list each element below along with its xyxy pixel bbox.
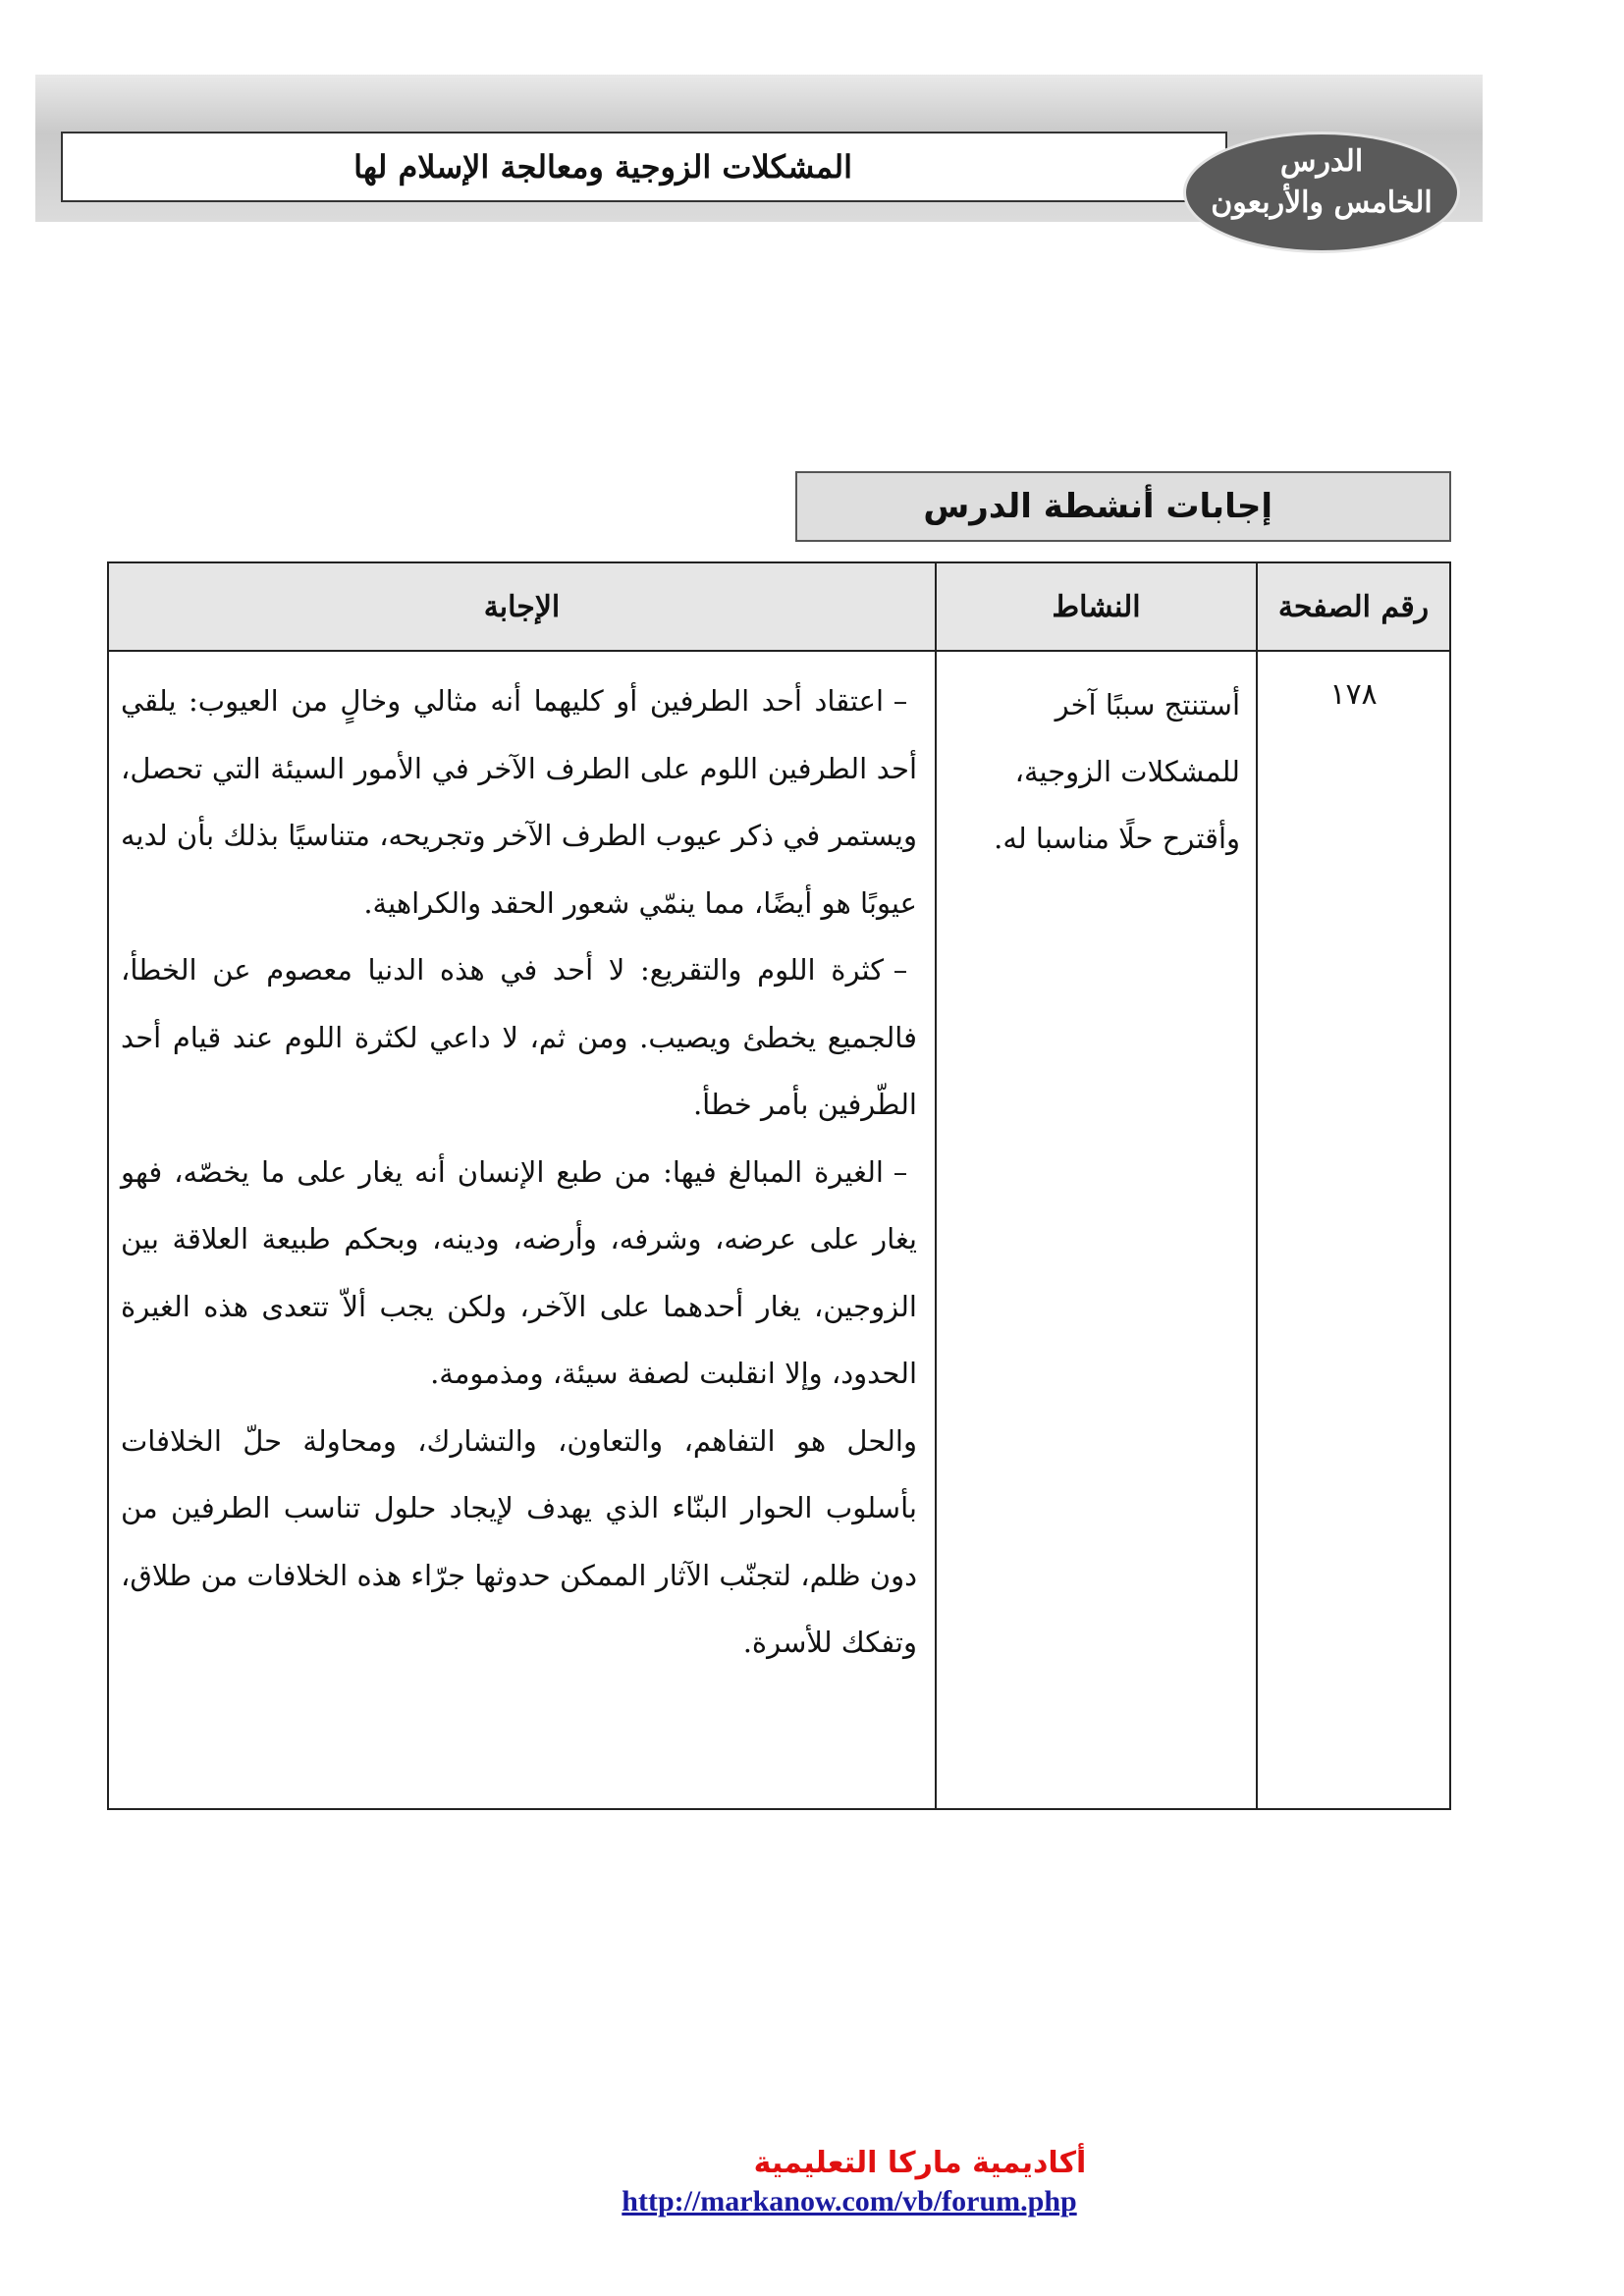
lesson-title: المشكلات الزوجية ومعالجة الإسلام لها [61, 132, 1227, 202]
header-activity: النشاط [936, 562, 1257, 651]
footer-forum-link[interactable]: http://markanow.com/vb/forum.php [622, 2185, 1077, 2217]
badge-label: الدرس [1279, 144, 1364, 179]
table-row [108, 651, 1450, 1809]
lesson-number-badge [1183, 132, 1460, 253]
answer-cell [108, 651, 936, 1809]
answers-table [107, 561, 1451, 1810]
answer-bullet-text: الغيرة المبالغ فيها: من طبع الإنسان أنه يغار على ما يخصّه، فهو يغار على عرضه، وشرفه، وأرضه، ودينه، وبحكم طبيعة العلاقة بين الزوجين، يغار أحدهما على الآخر، ولكن يجب ألاّ تتعدى هذه الغيرة الحدود، وإلا انقلبت لصفة سيئة، ومذمومة. [121, 1154, 917, 1390]
footer-academy-name: أكاديمية ماركا التعليمية [753, 2146, 1087, 2180]
bullet-marker: – [893, 1154, 908, 1189]
answer-bullet [121, 667, 917, 936]
solution-text: والحل هو التفاهم، والتعاون، والتشارك، ومحاولة حلّ الخلافات بأسلوب الحوار البنّاء الذي يهدف لإيجاد حلول تناسب الطرفين من دون ظلم، لتجنّب الآثار الممكن حدوثها جرّاء هذه الخلافات من طلاق، وتفكك للأسرة. [121, 1423, 917, 1659]
page-number-cell: ١٧٨ [1257, 651, 1450, 1809]
bullet-marker: – [893, 684, 908, 718]
header-answer: الإجابة [108, 562, 936, 651]
table-header-row [108, 562, 1450, 651]
badge-number: الخامس والأربعون [1211, 186, 1433, 220]
answer-bullet-text: اعتقاد أحد الطرفين أو كليهما أنه مثالي وخالٍ من العيوب: يلقي أحد الطرفين اللوم على الطرف الآخر في الأمور السيئة التي تحصل، ويستمر في ذكر عيوب الطرف الآخر وتجريحه، متناسيًا بذلك بأن لديه عيوبًا هو أيضًا، مما ينمّي شعور الحقد والكراهية. [121, 684, 917, 920]
section-title: إجابات أنشطة الدرس [795, 471, 1451, 542]
activity-cell: أستنتج سببًا آخر للمشكلات الزوجية، وأقترح حلًا مناسبا له. [936, 651, 1257, 1809]
header-page-number: رقم الصفحة [1257, 562, 1450, 651]
answer-bullet [121, 936, 917, 1139]
answer-bullet [121, 1139, 917, 1408]
bullet-marker: – [893, 953, 908, 987]
answer-bullet-text: كثرة اللوم والتقريع: لا أحد في هذه الدنيا معصوم عن الخطأ، فالجميع يخطئ ويصيب. ومن ثم، لا داعي لكثرة اللوم عند قيام أحد الطّرفين بأمر خطأ. [121, 953, 917, 1121]
